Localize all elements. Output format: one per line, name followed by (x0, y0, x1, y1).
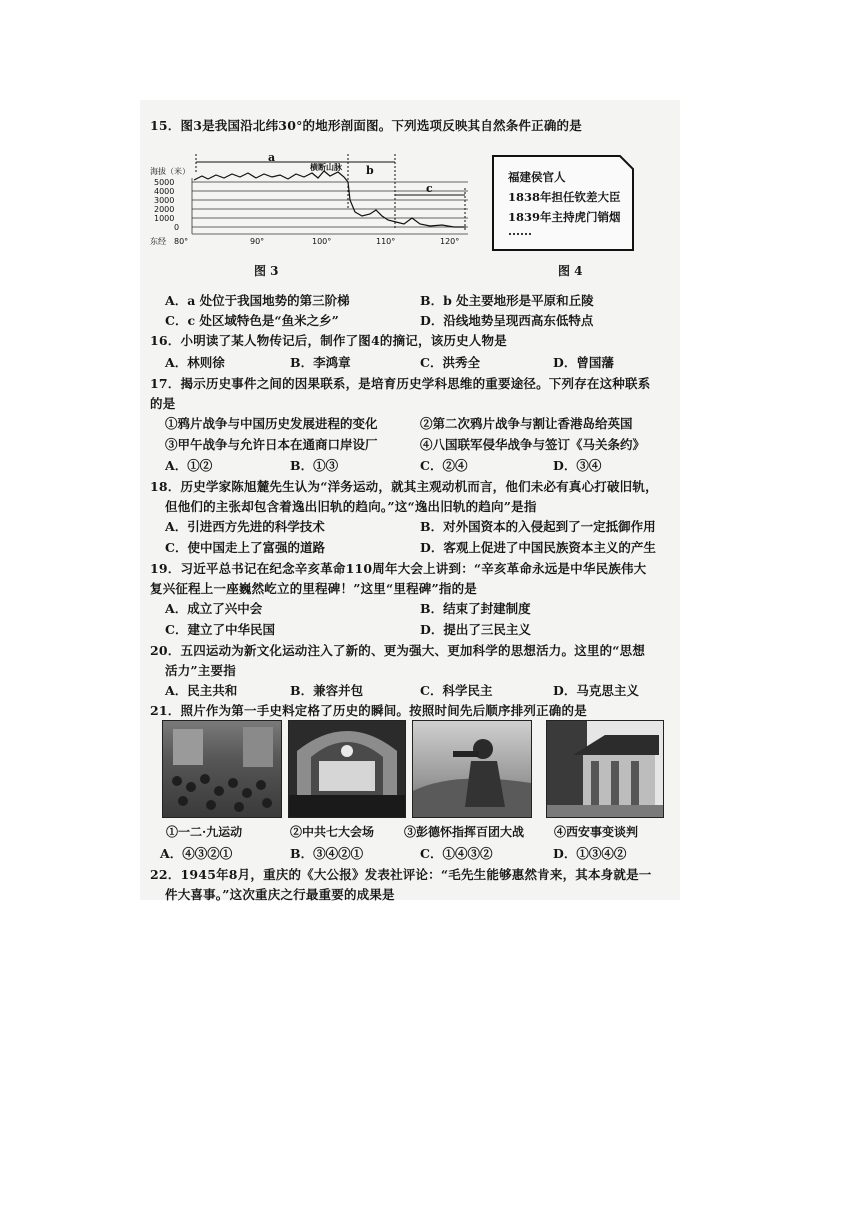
x-tick-90: 90° (250, 237, 265, 246)
photo-december-9th-movement (162, 720, 282, 818)
q17-option-a[interactable]: A．①② (165, 458, 213, 473)
q15-option-d[interactable]: D．沿线地势呈现西高东低特点 (420, 313, 594, 328)
photo-caption-3: ③彭德怀指挥百团大战 (404, 825, 525, 839)
question-15-stem: 15．图3是我国沿北纬30°的地形剖面图。下列选项反映其自然条件正确的是 (150, 118, 582, 133)
figure-3-terrain-profile (150, 150, 480, 250)
segment-label-c: c (426, 182, 433, 195)
q18-option-b[interactable]: B．对外国资本的入侵起到了一定抵御作用 (420, 519, 656, 534)
photo-caption-2: ②中共七大会场 (290, 825, 375, 839)
q15-option-a[interactable]: A．a 处位于我国地势的第三阶梯 (165, 293, 350, 308)
note-line-2: 1838年担任钦差大臣 (508, 190, 621, 204)
q18-option-a[interactable]: A．引进西方先进的科学技术 (165, 519, 325, 534)
x-tick-110: 110° (376, 237, 396, 246)
q20-option-b[interactable]: B．兼容并包 (290, 683, 364, 698)
question-22-stem-line1: 22．1945年8月，重庆的《大公报》发表社评论：“毛先生能够惠然肯来，其本身就是一 (150, 867, 652, 882)
question-16-stem: 16．小明读了某人物传记后，制作了图4的摘记，该历史人物是 (150, 333, 507, 348)
note-line-3: 1839年主持虎门销烟 (508, 210, 621, 224)
note-line-4: ······ (508, 227, 533, 241)
q21-option-d[interactable]: D．①③④② (553, 846, 627, 861)
x-tick-100: 100° (312, 237, 332, 246)
y-tick-2000: 2000 (154, 205, 175, 214)
segment-label-b: b (366, 164, 374, 177)
q17-option-c[interactable]: C．②④ (420, 458, 468, 473)
q17-option-d[interactable]: D．③④ (553, 458, 602, 473)
y-tick-5000: 5000 (154, 178, 175, 187)
q20-option-c[interactable]: C．科学民主 (420, 683, 493, 698)
q17-item-4: ④八国联军侵华战争与签订《马关条约》 (420, 437, 646, 452)
q17-item-2: ②第二次鸦片战争与割让香港岛给英国 (420, 416, 633, 431)
question-19-stem-line1: 19．习近平总书记在纪念辛亥革命110周年大会上讲到：“辛亥革命永远是中华民族伟大 (150, 561, 647, 576)
x-tick-80: 80° (174, 237, 189, 246)
photo-seventh-congress-hall (288, 720, 406, 818)
question-17-stem-line1: 17．揭示历史事件之间的因果联系，是培育历史学科思维的重要途径。下列存在这种联系 (150, 376, 651, 391)
q15-option-b[interactable]: B．b 处主要地形是平原和丘陵 (420, 293, 594, 308)
note-line-1: 福建侯官人 (508, 170, 566, 184)
question-20-stem-line2: 活力”主要指 (165, 663, 236, 678)
y-axis-title: 海拔（米） (150, 167, 190, 176)
q16-option-d[interactable]: D．曾国藩 (553, 355, 614, 370)
q15-option-c[interactable]: C．c 处区域特色是“鱼米之乡” (165, 313, 339, 328)
figure-3-caption: 图 3 (254, 264, 279, 278)
question-20-stem-line1: 20．五四运动为新文化运动注入了新的、更为强大、更加科学的思想活力。这里的“思想 (150, 643, 646, 658)
q17-option-b[interactable]: B．①③ (290, 458, 339, 473)
y-tick-0: 0 (174, 223, 180, 232)
q18-option-c[interactable]: C．使中国走上了富强的道路 (165, 540, 325, 555)
y-tick-4000: 4000 (154, 187, 175, 196)
q21-option-c[interactable]: C．①④③② (420, 846, 493, 861)
question-22-stem-line2: 件大喜事。”这次重庆之行最重要的成果是 (165, 887, 395, 902)
question-19-stem-line2: 复兴征程上一座巍然屹立的里程碑！”这里“里程碑”指的是 (150, 581, 477, 596)
segment-label-a: a (268, 151, 276, 164)
y-tick-1000: 1000 (154, 214, 175, 223)
figure-4-note-card (492, 155, 634, 251)
figure-4-caption: 图 4 (558, 264, 583, 278)
question-21-stem: 21．照片作为第一手史料定格了历史的瞬间。按照时间先后顺序排列正确的是 (150, 703, 587, 718)
question-17-stem-line2: 的是 (150, 396, 176, 411)
q16-option-c[interactable]: C．洪秀全 (420, 355, 480, 370)
x-axis-title: 东经 (150, 237, 166, 246)
question-18-stem-line1: 18．历史学家陈旭麓先生认为“洋务运动，就其主观动机而言，他们未必有真心打破旧轨， (150, 479, 658, 494)
q17-item-3: ③甲午战争与允许日本在通商口岸设厂 (165, 437, 378, 452)
mountain-label: 横断山脉 (310, 162, 342, 172)
q21-option-a[interactable]: A．④③②① (160, 846, 233, 861)
q20-option-a[interactable]: A．民主共和 (165, 683, 238, 698)
photo-xian-incident-site (546, 720, 664, 818)
photo-caption-4: ④西安事变谈判 (554, 825, 639, 839)
q17-item-1: ①鸦片战争与中国历史发展进程的变化 (165, 416, 378, 431)
photo-peng-dehuai-hundred-regiments (412, 720, 532, 818)
q21-option-b[interactable]: B．③④②① (290, 846, 364, 861)
q16-option-a[interactable]: A．林则徐 (165, 355, 225, 370)
q20-option-d[interactable]: D．马克思主义 (553, 683, 639, 698)
question-18-stem-line2: 但他们的主张却包含着逸出旧轨的趋向。”这“逸出旧轨的趋向”是指 (165, 499, 537, 514)
q19-option-c[interactable]: C．建立了中华民国 (165, 622, 275, 637)
q16-option-b[interactable]: B．李鸿章 (290, 355, 351, 370)
q19-option-d[interactable]: D．提出了三民主义 (420, 622, 531, 637)
x-tick-120: 120° (440, 237, 460, 246)
y-tick-3000: 3000 (154, 196, 175, 205)
q19-option-a[interactable]: A．成立了兴中会 (165, 601, 263, 616)
q19-option-b[interactable]: B．结束了封建制度 (420, 601, 531, 616)
photo-caption-1: ①一二·九运动 (166, 825, 243, 839)
q18-option-d[interactable]: D．客观上促进了中国民族资本主义的产生 (420, 540, 656, 555)
